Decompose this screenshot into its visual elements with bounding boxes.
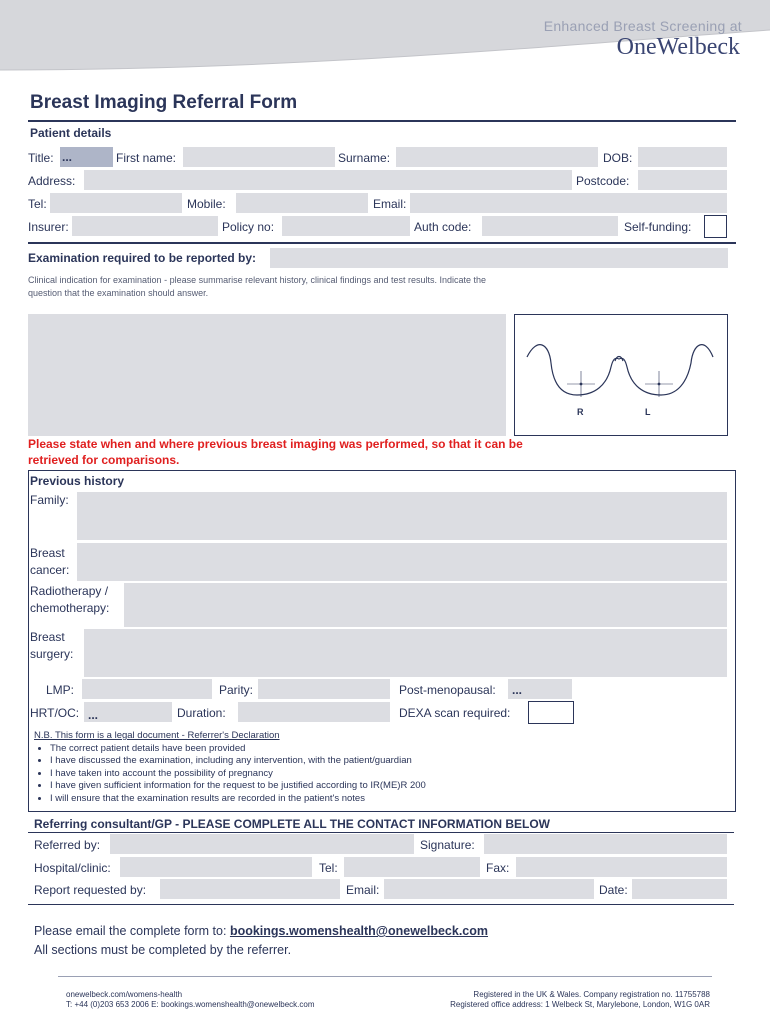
- mobile-label: Mobile:: [187, 197, 226, 211]
- mobile-field[interactable]: [236, 193, 368, 213]
- parity-field[interactable]: [258, 679, 390, 699]
- email-field[interactable]: [410, 193, 727, 213]
- date-field[interactable]: [632, 879, 727, 899]
- clinical-indication-field[interactable]: [28, 314, 506, 436]
- signature-field[interactable]: [484, 834, 727, 854]
- email-label: Email:: [373, 197, 407, 211]
- lmp-field[interactable]: [82, 679, 212, 699]
- brand-name-one: One: [616, 34, 657, 60]
- hospital-field[interactable]: [120, 857, 312, 877]
- insurer-field[interactable]: [72, 216, 218, 236]
- hrt-label: HRT/OC:: [30, 706, 80, 720]
- breast-surgery-label-2: surgery:: [30, 647, 74, 661]
- title-divider: [28, 120, 736, 122]
- referrer-email-field[interactable]: [384, 879, 594, 899]
- first-name-label: First name:: [116, 151, 177, 165]
- referrer-email-label: Email:: [346, 883, 380, 897]
- report-requested-label: Report requested by:: [34, 883, 147, 897]
- postcode-label: Postcode:: [576, 174, 630, 188]
- submission-instruction: [34, 924, 488, 938]
- page-title: Breast Imaging Referral Form: [30, 92, 298, 113]
- lmp-label: LMP:: [46, 683, 75, 697]
- self-funding-label: Self-funding:: [624, 220, 692, 234]
- clinical-indication-instruction: Clinical indication for examination - please summarise relevant history, clinical findings and test results. Indicate the question that the examination should answer.: [28, 275, 487, 298]
- surname-label: Surname:: [338, 151, 391, 165]
- dob-field[interactable]: [638, 147, 727, 167]
- patient-divider: [28, 242, 736, 244]
- tel-label: Tel:: [28, 197, 47, 211]
- footer-office: Registered office address: 1 Welbeck St, Marylebone, London, W1G 0AR: [450, 1000, 710, 1009]
- surname-field[interactable]: [396, 147, 598, 167]
- first-name-field[interactable]: [183, 147, 335, 167]
- dexa-label: DEXA scan required:: [399, 706, 511, 720]
- auth-code-field[interactable]: [482, 216, 618, 236]
- fax-field[interactable]: [516, 857, 727, 877]
- self-funding-checkbox[interactable]: [704, 215, 727, 238]
- breast-diagram[interactable]: [514, 314, 728, 436]
- chemotherapy-label: chemotherapy:: [30, 601, 110, 615]
- referrer-heading: Referring consultant/GP - PLEASE COMPLETE ALL THE CONTACT INFORMATION BELOW: [34, 817, 551, 831]
- submission-prefix: Please email the complete form to:: [34, 924, 227, 938]
- family-label: Family:: [30, 493, 69, 507]
- diagram-right-label: R: [577, 407, 584, 417]
- referrer-declaration: [34, 730, 426, 806]
- radiotherapy-field[interactable]: [124, 583, 727, 627]
- submission-note: All sections must be completed by the referrer.: [34, 943, 292, 957]
- patient-details-heading: Patient details: [30, 126, 112, 140]
- examination-label: Examination required to be reported by:: [28, 251, 257, 265]
- date-label: Date:: [599, 883, 628, 897]
- previous-imaging-note: Please state when and where previous breast imaging was performed, so that it can be retrieved for comparisons.: [28, 437, 523, 467]
- hrt-value: ...: [88, 708, 99, 722]
- post-menopausal-select[interactable]: [508, 679, 572, 699]
- footer-divider: [58, 976, 712, 977]
- breast-surgery-field[interactable]: [84, 629, 727, 677]
- breast-cancer-label-2: cancer:: [30, 563, 70, 577]
- radiotherapy-label: Radiotherapy /: [30, 584, 109, 598]
- footer-website[interactable]: onewelbeck.com/womens-health: [66, 990, 183, 999]
- auth-code-label: Auth code:: [414, 220, 472, 234]
- fax-label: Fax:: [486, 861, 510, 875]
- title-label: Title:: [28, 151, 54, 165]
- breast-surgery-label: Breast: [30, 630, 65, 644]
- brand-logo: [617, 34, 740, 61]
- dexa-checkbox[interactable]: [528, 701, 574, 724]
- brand-name-welbeck: Welbeck: [656, 34, 740, 60]
- dob-label: DOB:: [603, 151, 633, 165]
- referred-by-label: Referred by:: [34, 838, 101, 852]
- signature-label: Signature:: [420, 838, 475, 852]
- referrer-tel-field[interactable]: [344, 857, 480, 877]
- title-select-value: ...: [62, 150, 73, 164]
- report-requested-field[interactable]: [160, 879, 340, 899]
- breast-outline-drawing: [515, 315, 727, 435]
- insurer-label: Insurer:: [28, 220, 69, 234]
- duration-field[interactable]: [238, 702, 390, 722]
- diagram-left-label: L: [645, 407, 651, 417]
- declaration-list: [34, 743, 426, 806]
- policy-field[interactable]: [282, 216, 410, 236]
- examination-field[interactable]: [270, 248, 728, 268]
- declaration-item: • The correct patient details have been provided: [50, 743, 426, 756]
- post-menopausal-value: ...: [512, 683, 523, 697]
- title-select[interactable]: [60, 147, 113, 167]
- breast-cancer-field[interactable]: [77, 543, 727, 581]
- tel-field[interactable]: [50, 193, 182, 213]
- hospital-label: Hospital/clinic:: [34, 861, 111, 875]
- breast-cancer-label: Breast: [30, 546, 65, 560]
- referrer-tel-label: Tel:: [319, 861, 338, 875]
- parity-label: Parity:: [219, 683, 254, 697]
- declaration-item: • I will ensure that the examination results are recorded in the patient's notes: [50, 793, 426, 806]
- submission-email-link[interactable]: bookings.womenshealth@onewelbeck.com: [229, 924, 489, 938]
- previous-history-heading: Previous history: [30, 474, 125, 488]
- referred-by-field[interactable]: [110, 834, 414, 854]
- referrer-bottom-divider: [28, 904, 734, 905]
- footer-contact: T: +44 (0)203 653 2006 E: bookings.womenshealth@onewelbeck.com: [66, 1000, 315, 1009]
- footer-registration: Registered in the UK & Wales. Company registration no. 11755788: [473, 990, 710, 999]
- policy-label: Policy no:: [222, 220, 275, 234]
- brand-tagline: Enhanced Breast Screening at: [543, 18, 742, 34]
- family-field[interactable]: [77, 492, 727, 540]
- declaration-title: N.B. This form is a legal document - Referrer's Declaration: [34, 730, 280, 741]
- address-field[interactable]: [84, 170, 572, 190]
- hrt-select[interactable]: [84, 702, 172, 722]
- postcode-field[interactable]: [638, 170, 727, 190]
- referrer-divider: [28, 832, 734, 833]
- address-label: Address:: [28, 174, 76, 188]
- declaration-item: • I have given sufficient information for the request to be justified according to IR(ME)R 200: [50, 780, 426, 793]
- post-menopausal-label: Post-menopausal:: [399, 683, 496, 697]
- duration-label: Duration:: [177, 706, 226, 720]
- declaration-item: • I have discussed the examination, including any intervention, with the patient/guardian: [50, 755, 426, 768]
- declaration-item: • I have taken into account the possibility of pregnancy: [50, 768, 426, 781]
